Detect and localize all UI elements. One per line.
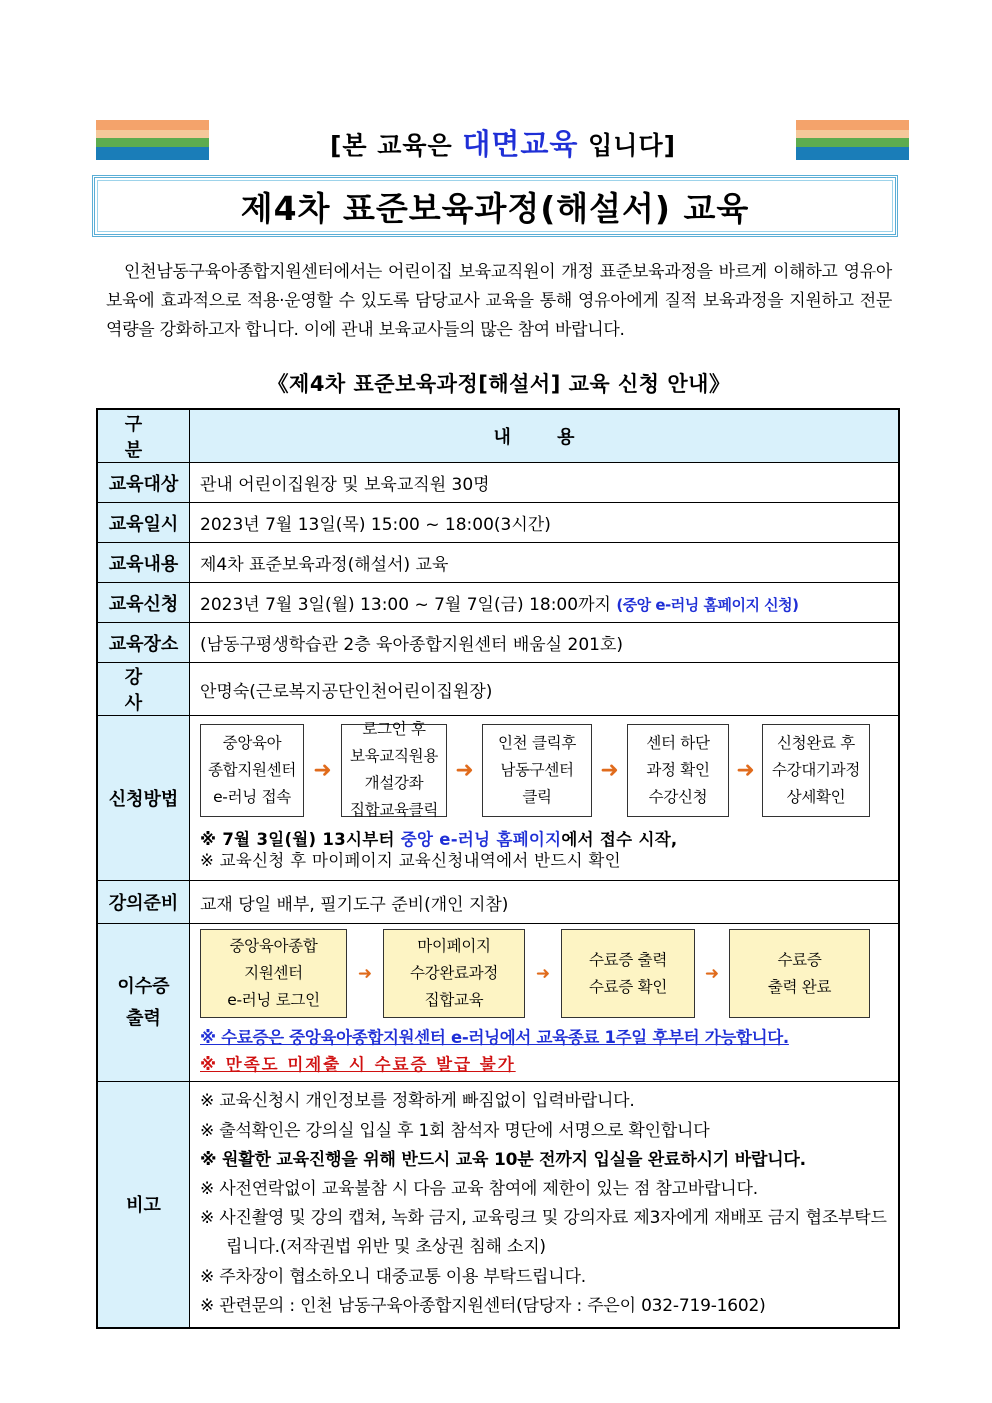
prep-value: 교재 당일 배부, 필기도구 준비(개인 지참) (190, 881, 900, 924)
table-row (97, 503, 899, 543)
table-row (97, 663, 899, 716)
lecturer-label: 강 사 (97, 663, 190, 716)
arrow-icon: ➜ (357, 963, 373, 984)
remark-item: ※ 사진촬영 및 강의 캡쳐, 녹화 금지, 교육링크 및 강의자료 제3자에게 재배포 금지 협조부탁드립니다.(저작권법 위반 및 초상권 침해 소지) (200, 1208, 887, 1258)
banner-highlight: 대면교육 (462, 127, 579, 161)
remark-item: ※ 사전연락없이 교육불참 시 다음 교육 참여에 제한이 있는 점 참고바랍니다. (200, 1179, 758, 1200)
table-row (97, 924, 899, 1082)
method-value (190, 716, 900, 881)
arrow-icon: ➜ (704, 963, 720, 984)
cert-step: 마이페이지 수강완료과정 집합교육 (383, 929, 525, 1018)
content-label: 교육내용 (97, 543, 190, 583)
remark-item: ※ 관련문의 : 인천 남동구육아종합지원센터(담당자 : 주은이 032-719-1602) (200, 1295, 766, 1316)
remark-item: ※ 주차장이 협소하오니 대중교통 이용 부탁드립니다. (200, 1266, 586, 1287)
lecturer-value: 안명숙(근로복지공단인천어린이집원장) (190, 663, 900, 716)
page-title: 제4차 표준보육과정(해설서) 교육 (92, 175, 898, 237)
table-row (97, 623, 899, 663)
table-header-row (97, 409, 899, 463)
cert-note (200, 1024, 890, 1078)
method-step: 신청완료 후 수강대기과정 상세확인 (762, 724, 870, 817)
decorative-stripes-left (96, 120, 209, 160)
method-step: 센터 하단 과정 확인 수강신청 (627, 724, 729, 817)
method-step: 중앙육아 종합지원센터 e-러닝 접속 (200, 724, 304, 817)
method-note-2: ※ 교육신청 후 마이페이지 교육신청내역에서 반드시 확인 (200, 850, 621, 870)
banner-suffix: 입니다] (578, 131, 677, 160)
header-content: 내 용 (190, 409, 900, 463)
remark-item: ※ 원활한 교육진행을 위해 반드시 교육 10분 전까지 입실을 완료하시기 바랍니다. (200, 1149, 806, 1170)
table-row (97, 881, 899, 924)
remarks-value (190, 1082, 900, 1328)
cert-step: 중앙육아종합 지원센터 e-러닝 로그인 (200, 929, 347, 1018)
info-table (96, 408, 900, 1329)
method-note: ※ 7월 3일(월) 13시부터 중앙 e-러닝 홈페이지에서 접수 시작, ※ 교육신청 후 마이페이지 교육신청내역에서 반드시 확인 (200, 829, 890, 871)
apply-value: 2023년 7월 3일(월) 13:00 ~ 7월 7일(금) 18:00까지 (중앙 e-러닝 홈페이지 신청) (190, 583, 900, 623)
date-label: 교육일시 (97, 503, 190, 543)
cert-value (190, 924, 900, 1082)
arrow-icon: ➜ (313, 757, 332, 783)
decorative-stripes-right (796, 120, 909, 160)
remark-item: ※ 교육신청시 개인정보를 정확하게 빠짐없이 입력바랍니다. (200, 1091, 635, 1112)
method-note-highlight: 중앙 e-러닝 홈페이지 (400, 829, 562, 849)
cert-note-2: ※ 만족도 미제출 시 수료증 발급 불가 (200, 1055, 516, 1074)
arrow-icon: ➜ (455, 757, 474, 783)
table-row (97, 716, 899, 881)
intro-paragraph: 인천남동구육아종합지원센터에서는 어린이집 보육교직원이 개정 표준보육과정을 바르게 이해하고 영유아 보육에 효과적으로 적용·운영할 수 있도록 담당교사 교육을 통해 영유아에게 질적 보육과정을 지원하고 전문역량을 강화하고자 합니다. 이에 관내 보육교사들의 많은 참여 바랍니다. (106, 262, 892, 340)
arrow-icon: ➜ (535, 963, 551, 984)
remarks-list (200, 1083, 890, 1325)
arrow-icon: ➜ (600, 757, 619, 783)
place-label: 교육장소 (97, 623, 190, 663)
section-subtitle: 《제4차 표준보육과정[해설서] 교육 신청 안내》 (267, 372, 731, 396)
apply-note: (중앙 e-러닝 홈페이지 신청) (616, 596, 799, 614)
date-value: 2023년 7월 13일(목) 15:00 ~ 18:00(3시간) (190, 503, 900, 543)
prep-label: 강의준비 (97, 881, 190, 924)
method-label: 신청방법 (97, 716, 190, 881)
cert-note-1: ※ 수료증은 중앙육아종합지원센터 e-러닝에서 교육종료 1주일 후부터 가능합니다. (200, 1028, 789, 1047)
cert-flow (200, 929, 890, 1018)
header-label: 구 분 (97, 409, 190, 463)
target-label: 교육대상 (97, 463, 190, 503)
arrow-icon: ➜ (736, 757, 755, 783)
table-row (97, 1082, 899, 1328)
banner-prefix: [본 교육은 (329, 131, 463, 160)
method-flow (200, 720, 890, 819)
remark-item: ※ 출석확인은 강의실 입실 후 1회 참석자 명단에 서명으로 확인합니다 (200, 1120, 710, 1141)
cert-label: 이수증 출력 (97, 924, 190, 1082)
cert-step: 수료증 출력 수료증 확인 (561, 929, 695, 1018)
table-row (97, 543, 899, 583)
apply-label: 교육신청 (97, 583, 190, 623)
format-banner (210, 122, 796, 163)
content-value: 제4차 표준보육과정(해설서) 교육 (190, 543, 900, 583)
target-value: 관내 어린이집원장 및 보육교직원 30명 (190, 463, 900, 503)
method-step: 로그인 후 보육교직원용 개설강좌 집합교육클릭 (341, 724, 447, 817)
cert-step: 수료증 출력 완료 (729, 929, 870, 1018)
table-row (97, 583, 899, 623)
place-value: (남동구평생학습관 2층 육아종합지원센터 배움실 201호) (190, 623, 900, 663)
remarks-label: 비고 (97, 1082, 190, 1328)
table-row (97, 463, 899, 503)
method-step: 인천 클릭후 남동구센터 클릭 (482, 724, 592, 817)
